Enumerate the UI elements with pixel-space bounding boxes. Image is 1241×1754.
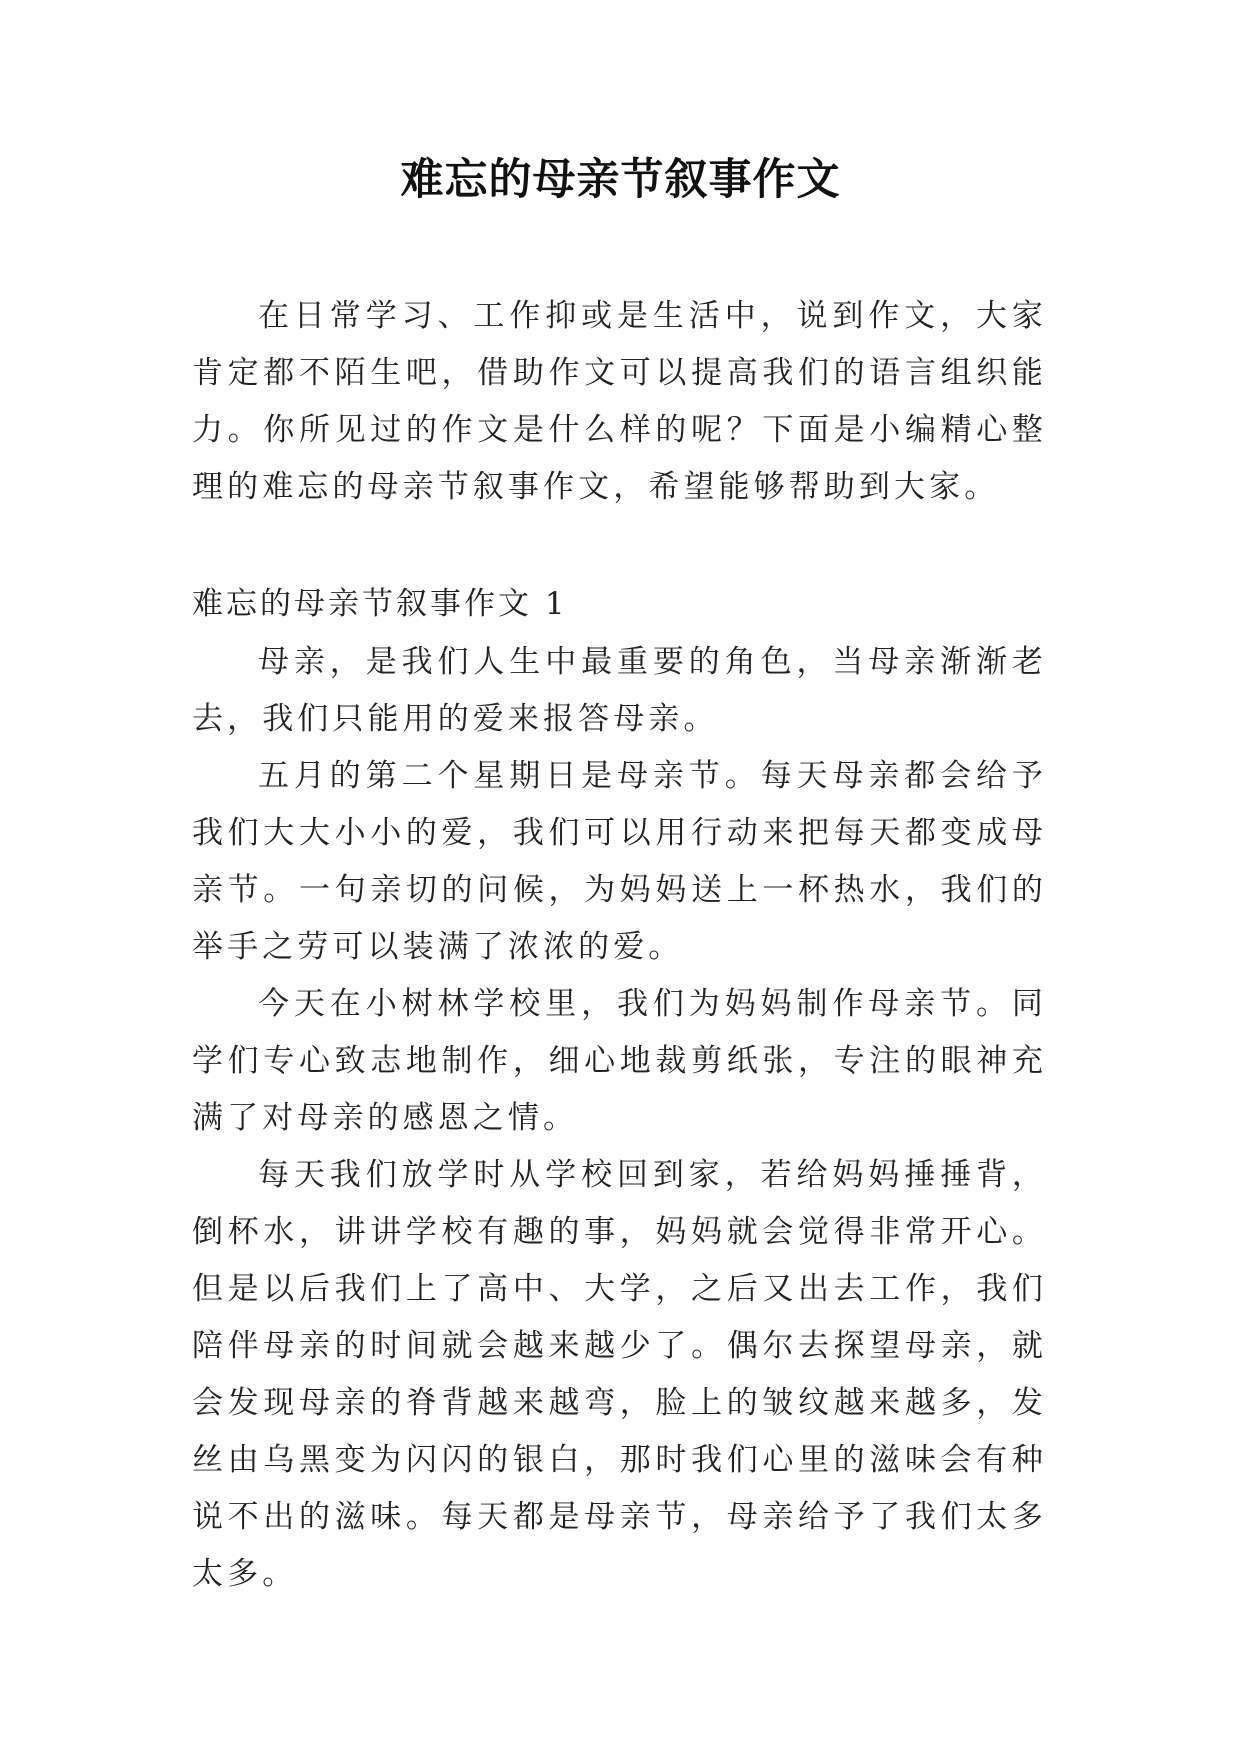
document-title: 难忘的母亲节叙事作文: [400, 155, 841, 205]
body-paragraph-4: 每天我们放学时从学校回到家，若给妈妈捶捶背，倒杯水，讲讲学校有趣的事，妈妈就会觉得非常开心。但是以后我们上了高中、大学，之后又出去工作，我们陪伴母亲的时间就会越来越少了。偶尔去探望母亲，就会发现母亲的脊背越来越弯，脸上的皱纹越来越多，发丝由乌黑变为闪闪的银白，那时我们心里的滋味会有种说不出的滋味。每天都是母亲节，母亲给予了我们太多太多。: [192, 1157, 1047, 1592]
body-paragraph-1: 母亲，是我们人生中最重要的角色，当母亲渐渐老去，我们只能用的爱来报答母亲。: [192, 644, 1047, 737]
intro-paragraph: 在日常学习、工作抑或是生活中，说到作文，大家肯定都不陌生吧，借助作文可以提高我们的语言组织能力。你所见过的作文是什么样的呢？下面是小编精心整理的难忘的母亲节叙事作文，希望能够帮助到大家。: [192, 298, 1047, 505]
body-paragraph-2: 五月的第二个星期日是母亲节。每天母亲都会给予我们大大小小的爱，我们可以用行动来把每天都变成母亲节。一句亲切的问候，为妈妈送上一杯热水，我们的举手之劳可以装满了浓浓的爱。: [192, 758, 1047, 965]
section-heading: 难忘的母亲节叙事作文 1: [192, 586, 568, 622]
body-paragraph-3: 今天在小树林学校里，我们为妈妈制作母亲节。同学们专心致志地制作，细心地裁剪纸张，专注的眼神充满了对母亲的感恩之情。: [192, 986, 1047, 1136]
